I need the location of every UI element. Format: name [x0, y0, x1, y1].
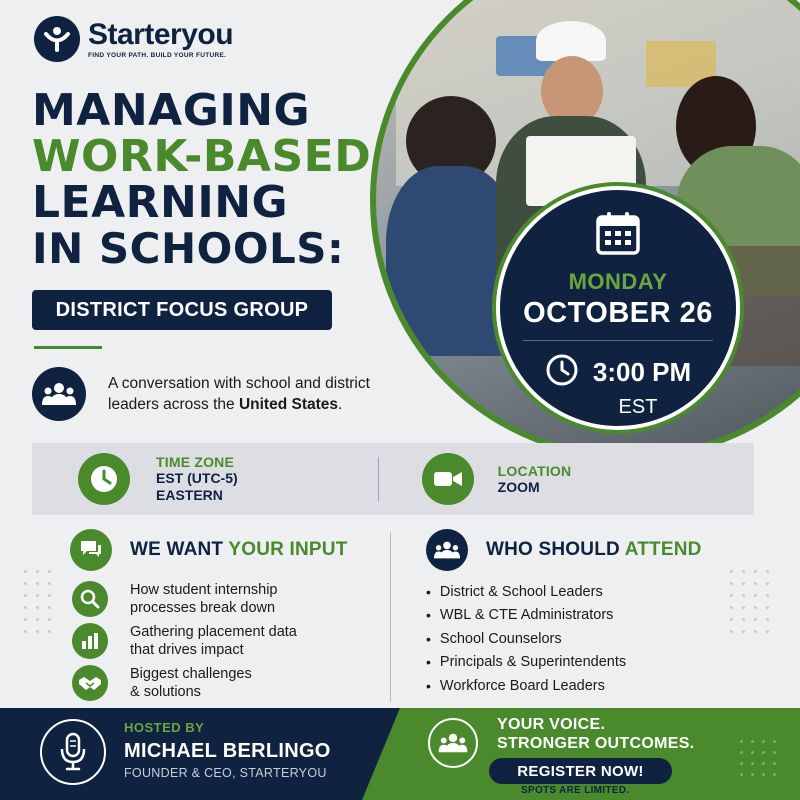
event-day: MONDAY [568, 269, 668, 294]
voice-line-1: YOUR VOICE. [497, 716, 606, 733]
headline [32, 85, 412, 273]
calendar-icon [595, 210, 641, 261]
intro-bold: United States [238, 396, 339, 413]
chat-bubble-icon [70, 529, 112, 571]
list-item: • School Counselors [426, 627, 626, 651]
time-zone-region: EASTERN [156, 487, 223, 503]
brand-tagline: FIND YOUR PATH. BUILD YOUR FUTURE. [88, 51, 227, 59]
list-item: • WBL & CTE Administrators [426, 604, 626, 628]
people-group-icon [426, 529, 468, 571]
people-group-icon [428, 718, 478, 768]
location-label: LOCATION [497, 462, 572, 479]
list-item: How student internship processes break down [72, 578, 372, 620]
clock-icon [78, 453, 130, 505]
list-item: • District & School Leaders [426, 580, 626, 604]
time-zone-label: TIME ZONE [156, 454, 235, 470]
subtitle-pill: DISTRICT FOCUS GROUP [32, 290, 332, 330]
headline-line-3: LEARNING [32, 177, 289, 228]
date-separator [523, 340, 713, 341]
bar-chart-icon [72, 623, 108, 659]
headline-line-1: MANAGING [32, 85, 311, 136]
host-name: MICHAEL BERLINGO [124, 740, 331, 762]
magnifier-icon [72, 581, 108, 617]
headline-line-4: IN SCHOOLS: [32, 224, 345, 273]
time-zone-info [78, 453, 238, 505]
attend-section-title: WHO SHOULD ATTEND [486, 539, 702, 560]
register-button[interactable]: REGISTER NOW! [489, 758, 672, 784]
list-item: Biggest challenges & solutions [72, 662, 372, 704]
divider-rule [34, 346, 102, 349]
input-section-header [70, 529, 348, 571]
dots-decoration-left [24, 570, 51, 633]
microphone-icon [40, 719, 106, 785]
brand-name: Starteryou [88, 17, 234, 51]
list-item: Gathering placement data that drives impact [72, 620, 372, 662]
intro-text: A conversation with school and district leaders across the United States. [108, 375, 370, 413]
logo-person-icon [34, 16, 80, 62]
info-divider [378, 457, 379, 501]
host-label: HOSTED BY [124, 720, 205, 735]
handshake-icon [72, 665, 108, 701]
spots-limited-note: SPOTS ARE LIMITED. [521, 785, 630, 796]
attend-section-header [426, 529, 702, 571]
voice-line-2: STRONGER OUTCOMES. [497, 735, 695, 752]
video-camera-icon [422, 453, 474, 505]
headline-line-2: WORK-BASED [32, 131, 372, 182]
time-zone-value: EST (UTC-5) [156, 470, 238, 486]
list-item: • Workforce Board Leaders [426, 674, 626, 698]
info-band [32, 443, 754, 515]
input-section-title: WE WANT YOUR INPUT [130, 539, 348, 560]
list-item: • Principals & Superintendents [426, 651, 626, 675]
event-date: OCTOBER 26 [523, 297, 713, 329]
clock-icon [545, 353, 579, 392]
event-timezone: EST [618, 396, 658, 418]
input-list [72, 578, 372, 704]
people-group-icon [32, 367, 86, 421]
column-divider [390, 532, 391, 702]
location-value: ZOOM [497, 478, 540, 495]
intro [32, 367, 408, 421]
attend-list [426, 580, 626, 698]
event-date-badge [496, 186, 740, 430]
dots-decoration-right [730, 570, 769, 633]
dots-decoration-footer [740, 740, 776, 776]
event-time: 3:00 PM [592, 357, 692, 387]
host-role: FOUNDER & CEO, STARTERYOU [124, 766, 327, 780]
brand-logo [34, 16, 233, 62]
location-info [422, 453, 572, 505]
